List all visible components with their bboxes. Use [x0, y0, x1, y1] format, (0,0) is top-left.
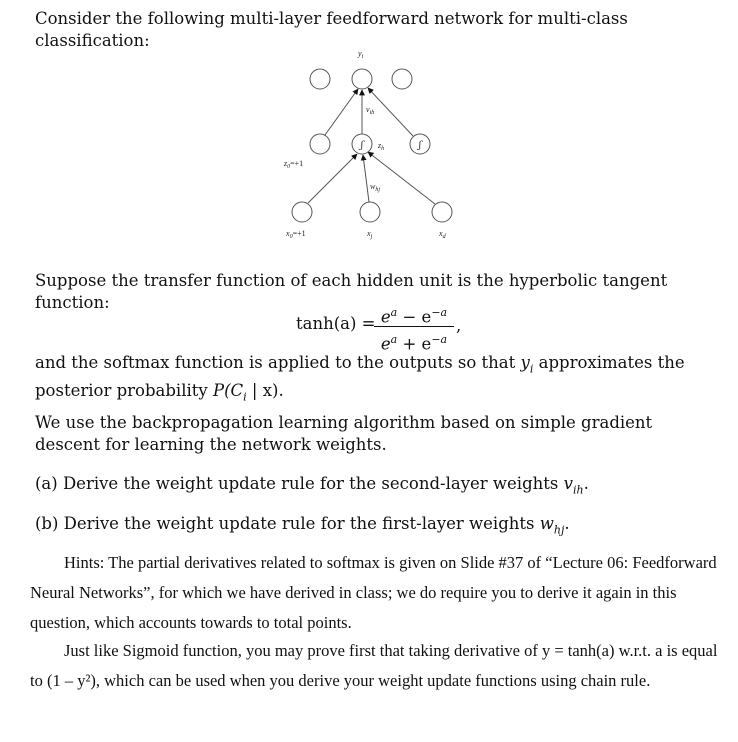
label-whj: $w_{hj}$	[370, 182, 381, 193]
label-x0: $x_0=+1$	[286, 229, 306, 240]
part-b: (b) Derive the weight update rule for the first-layer weights $w_{hj}$.	[35, 514, 570, 537]
output-node-k	[392, 69, 412, 89]
label-vih: $v_{ih}$	[366, 105, 375, 116]
input-node-j	[360, 202, 380, 222]
part-a: (a) Derive the weight update rule for the second-layer weights $v_{ih}$.	[35, 474, 589, 497]
sigma-H: ʃ	[418, 140, 422, 151]
backprop-text: We use the backpropagation learning algorithm based on simple gradient descent for learning the network weights.	[35, 413, 653, 454]
hint-1: Hints: The partial derivatives related to softmax is given on Slide #37 of “Lecture 06: Feedforward Neural Networks”, for which we have derived in class; we do require you to derive it again in this question, which accounts towards to total points.	[30, 553, 717, 632]
edge-h0-yi	[325, 89, 358, 135]
output-node-1	[310, 69, 330, 89]
output-node-i	[352, 69, 372, 89]
label-zh: $z_h$	[378, 141, 385, 152]
softmax-text: and the softmax function is applied to the outputs so that $y_i$ approximates the posterior probability $P(C_i$ | x).	[35, 353, 685, 404]
tanh-equation	[296, 302, 496, 352]
label-yi: $y_i$	[358, 49, 364, 60]
equation-lhs: tanh(a) =	[296, 314, 376, 333]
equation-denominator: $e^a + e^{-a}$	[380, 333, 448, 354]
equation-numerator: $e^a - e^{-a}$	[380, 306, 448, 327]
intro-text: Consider the following multi-layer feedforward network for multi-class classification:	[35, 9, 628, 50]
sigma-h: ʃ	[360, 140, 364, 151]
equation-trail: ,	[456, 316, 462, 335]
transfer-text: Suppose the transfer function of each hidden unit is the hyperbolic tangent function:	[35, 271, 668, 312]
edge-hH-yi	[368, 88, 413, 136]
hint-2: Just like Sigmoid function, you may prove first that taking derivative of y = tanh(a) w.r.t. a is equal to (1 – y²), which can be used when you derive your weight update functions using chain rule.	[30, 641, 718, 690]
input-node-d	[432, 202, 452, 222]
edge-xj-hh	[363, 155, 369, 202]
input-node-0	[292, 202, 312, 222]
label-xd: $x_d$	[439, 229, 446, 240]
network-diagram	[280, 44, 460, 244]
edge-x0-hh	[308, 154, 357, 203]
label-z0: $z_0=+1$	[284, 159, 304, 170]
label-xj: $x_j$	[367, 229, 373, 240]
hidden-node-0	[310, 134, 330, 154]
equation-fraction	[374, 302, 454, 354]
edge-xd-hh	[368, 152, 435, 204]
